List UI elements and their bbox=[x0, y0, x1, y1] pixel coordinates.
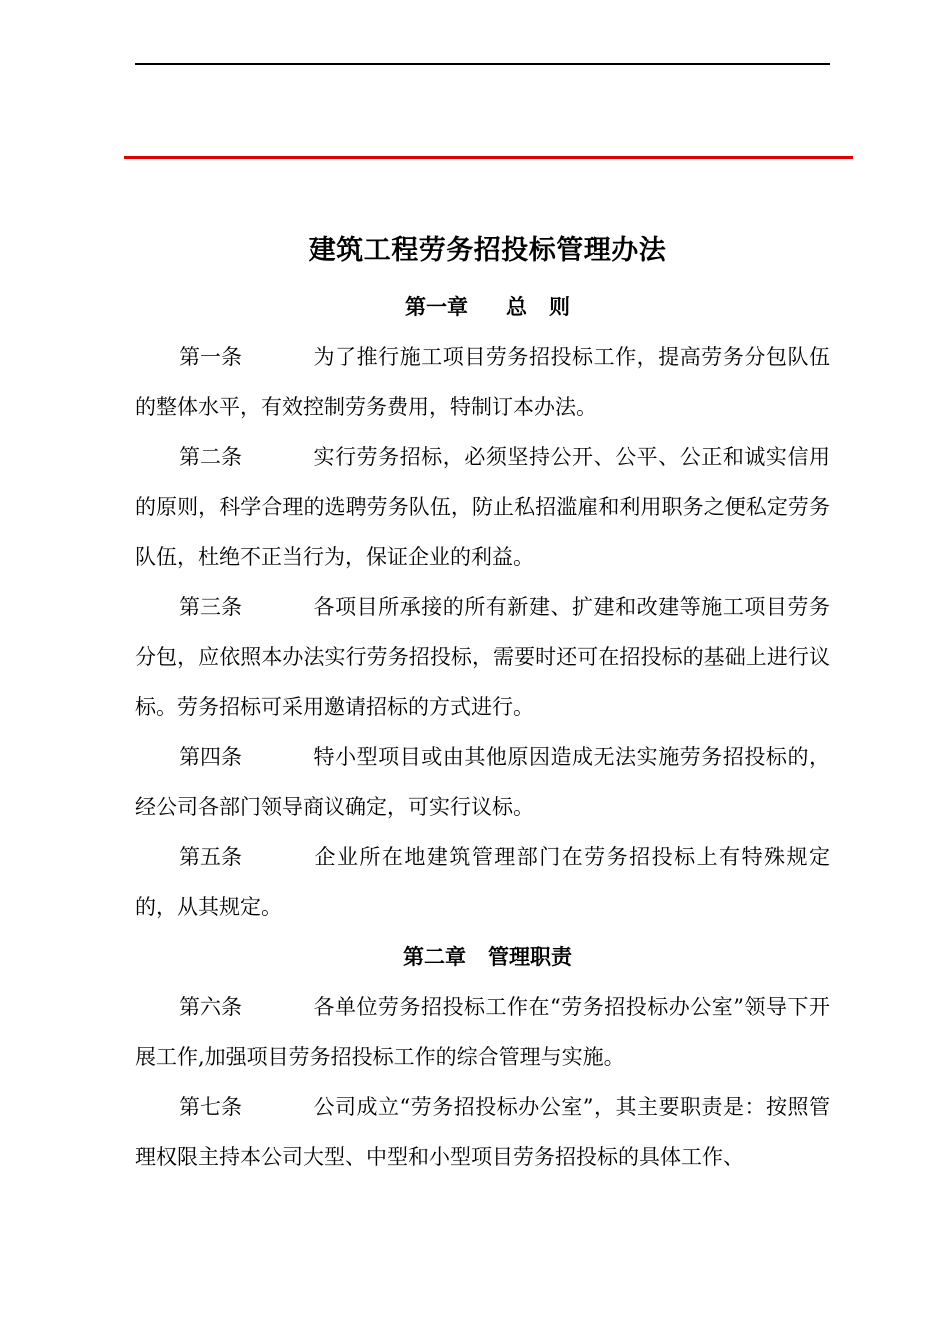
article-number: 第三条 bbox=[179, 595, 242, 619]
article-number: 第二条 bbox=[179, 445, 242, 469]
article-2 bbox=[135, 432, 830, 582]
article-7 bbox=[135, 1082, 830, 1182]
chapter-number: 第二章 bbox=[403, 944, 466, 969]
article-text: 公司成立“劳务招投标办公室”，其主要职责是：按照管理权限主持本公司大型、中型和小型项目劳务招投标的具体工作、 bbox=[135, 1095, 830, 1169]
chapter-name-part: 则 bbox=[549, 294, 570, 319]
article-text: 实行劳务招标，必须坚持公开、公平、公正和诚实信用的原则，科学合理的选聘劳务队伍，防止私招滥雇和利用职务之便私定劳务队伍，杜绝不正当行为，保证企业的利益。 bbox=[135, 445, 830, 569]
article-number: 第七条 bbox=[179, 1095, 242, 1119]
chapter-heading bbox=[145, 932, 830, 982]
chapter-name: 管理职责 bbox=[488, 944, 572, 969]
chapter-name-part: 总 bbox=[506, 294, 527, 319]
chapter-1 bbox=[135, 282, 830, 932]
article-1 bbox=[135, 332, 830, 432]
article-text: 各单位劳务招投标工作在“劳务招投标办公室”领导下开展工作,加强项目劳务招投标工作的综合管理与实施。 bbox=[135, 995, 830, 1069]
article-5 bbox=[135, 832, 830, 932]
document-title: 建筑工程劳务招投标管理办法 bbox=[308, 235, 667, 266]
article-text: 特小型项目或由其他原因造成无法实施劳务招投标的，经公司各部门领导商议确定，可实行议标。 bbox=[135, 745, 830, 819]
article-text: 企业所在地建筑管理部门在劳务招投标上有特殊规定的，从其规定。 bbox=[135, 845, 830, 919]
article-number: 第四条 bbox=[179, 745, 242, 769]
red-header-rule bbox=[124, 156, 853, 159]
article-6 bbox=[135, 982, 830, 1082]
article-number: 第一条 bbox=[179, 345, 242, 369]
article-text: 为了推行施工项目劳务招投标工作，提高劳务分包队伍的整体水平，有效控制劳务费用，特制订本办法。 bbox=[135, 345, 830, 419]
header-rule bbox=[135, 63, 830, 65]
chapter-2 bbox=[135, 932, 830, 1182]
article-4 bbox=[135, 732, 830, 832]
chapter-heading bbox=[145, 282, 830, 332]
article-text: 各项目所承接的所有新建、扩建和改建等施工项目劳务分包，应依照本办法实行劳务招投标，需要时还可在招投标的基础上进行议标。劳务招标可采用邀请招标的方式进行。 bbox=[135, 595, 830, 719]
article-number: 第六条 bbox=[179, 995, 242, 1019]
article-3 bbox=[135, 582, 830, 732]
chapter-number: 第一章 bbox=[405, 294, 468, 319]
article-number: 第五条 bbox=[179, 845, 242, 869]
document-body bbox=[135, 226, 830, 1182]
